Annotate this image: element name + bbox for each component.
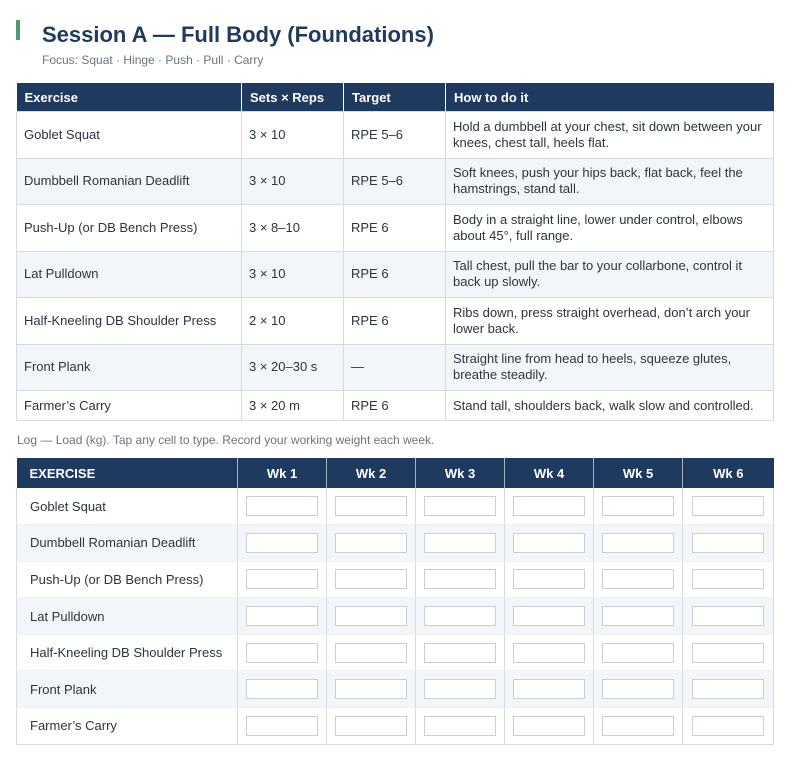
plan-row [17,298,774,345]
load-input[interactable] [424,643,496,663]
plan-row [17,112,774,159]
log-cell [238,634,327,671]
log-header-row [17,458,774,488]
log-cell [327,598,416,635]
log-cell [683,671,774,708]
log-row [17,598,774,635]
load-input[interactable] [246,569,318,589]
session-plan-table [16,83,774,421]
log-col-week: Wk 3 [416,458,505,488]
plan-cell-exercise: Front Plank [17,344,242,391]
load-input[interactable] [246,643,318,663]
log-col-week: Wk 1 [238,458,327,488]
plan-cell-how-to: Body in a straight line, lower under control, elbows about 45°, full range. [446,205,774,252]
log-cell [416,598,505,635]
load-input[interactable] [246,716,318,736]
load-input[interactable] [424,496,496,516]
plan-row [17,158,774,205]
load-input[interactable] [424,569,496,589]
load-input[interactable] [424,533,496,553]
log-cell [416,634,505,671]
plan-row [17,344,774,391]
plan-cell-sets-reps: 3 × 10 [242,112,344,159]
log-cell [594,525,683,562]
plan-cell-exercise: Lat Pulldown [17,251,242,298]
log-caption: Log — Load (kg). Tap any cell to type. Record your working weight each week. [17,433,435,447]
log-cell [416,525,505,562]
plan-cell-target: RPE 5–6 [344,158,446,205]
plan-cell-sets-reps: 3 × 10 [242,251,344,298]
plan-cell-exercise: Half-Kneeling DB Shoulder Press [17,298,242,345]
plan-cell-sets-reps: 2 × 10 [242,298,344,345]
col-exercise: Exercise [17,83,242,112]
log-cell [683,525,774,562]
plan-cell-target: RPE 6 [344,205,446,252]
log-cell [594,671,683,708]
plan-cell-exercise: Farmer’s Carry [17,391,242,421]
load-input[interactable] [335,716,407,736]
load-input[interactable] [602,643,674,663]
plan-cell-exercise: Dumbbell Romanian Deadlift [17,158,242,205]
page-subtitle: Focus: Squat · Hinge · Push · Pull · Carry [42,53,264,67]
plan-cell-how-to: Hold a dumbbell at your chest, sit down between your knees, chest tall, heels flat. [446,112,774,159]
plan-cell-target: RPE 6 [344,391,446,421]
load-input[interactable] [602,496,674,516]
log-col-week: Wk 5 [594,458,683,488]
log-col-week: Wk 6 [683,458,774,488]
title-accent-bar [16,20,20,40]
log-cell [505,708,594,745]
plan-cell-target: RPE 6 [344,251,446,298]
log-cell [238,671,327,708]
log-cell [416,708,505,745]
log-row [17,671,774,708]
log-exercise-name: Half-Kneeling DB Shoulder Press [17,634,238,671]
col-target: Target [344,83,446,112]
log-cell [594,488,683,525]
plan-cell-target: RPE 5–6 [344,112,446,159]
log-col-week: Wk 4 [505,458,594,488]
log-cell [505,488,594,525]
log-cell [238,488,327,525]
plan-cell-exercise: Push-Up (or DB Bench Press) [17,205,242,252]
load-input[interactable] [513,496,585,516]
plan-header-row [17,83,774,112]
load-input[interactable] [692,679,764,699]
log-exercise-name: Farmer’s Carry [17,708,238,745]
log-cell [238,561,327,598]
load-input[interactable] [246,606,318,626]
plan-cell-target: RPE 6 [344,298,446,345]
load-input[interactable] [692,606,764,626]
col-how-to: How to do it [446,83,774,112]
log-cell [683,634,774,671]
log-row [17,561,774,598]
plan-cell-exercise: Goblet Squat [17,112,242,159]
load-input[interactable] [602,679,674,699]
log-row [17,488,774,525]
load-input[interactable] [692,533,764,553]
load-input[interactable] [246,496,318,516]
plan-cell-how-to: Soft knees, push your hips back, flat back, feel the hamstrings, stand tall. [446,158,774,205]
load-input[interactable] [692,643,764,663]
load-input[interactable] [513,716,585,736]
log-cell [683,561,774,598]
plan-cell-sets-reps: 3 × 20–30 s [242,344,344,391]
log-cell [505,634,594,671]
load-input[interactable] [335,606,407,626]
plan-cell-how-to: Ribs down, press straight overhead, don’t arch your lower back. [446,298,774,345]
load-input[interactable] [602,716,674,736]
log-cell [594,561,683,598]
log-row [17,708,774,745]
load-input[interactable] [335,496,407,516]
log-row [17,525,774,562]
page-title: Session A — Full Body (Foundations) [42,22,434,47]
log-col-week: Wk 2 [327,458,416,488]
log-cell [327,488,416,525]
load-input[interactable] [246,533,318,553]
load-log-table [16,458,774,745]
load-input[interactable] [602,533,674,553]
log-cell [594,708,683,745]
plan-cell-how-to: Straight line from head to heels, squeeze glutes, breathe steadily. [446,344,774,391]
log-cell [238,525,327,562]
plan-cell-target: — [344,344,446,391]
plan-cell-how-to: Tall chest, pull the bar to your collarbone, control it back up slowly. [446,251,774,298]
log-row [17,634,774,671]
plan-row [17,205,774,252]
load-input[interactable] [692,569,764,589]
load-input[interactable] [424,716,496,736]
log-cell [683,488,774,525]
load-input[interactable] [335,569,407,589]
load-input[interactable] [246,679,318,699]
load-input[interactable] [424,679,496,699]
load-input[interactable] [335,643,407,663]
log-cell [327,708,416,745]
plan-cell-sets-reps: 3 × 10 [242,158,344,205]
log-cell [594,634,683,671]
load-input[interactable] [513,679,585,699]
load-input[interactable] [692,716,764,736]
load-input[interactable] [602,606,674,626]
log-exercise-name: Push-Up (or DB Bench Press) [17,561,238,598]
log-col-exercise: EXERCISE [17,458,238,488]
plan-row [17,251,774,298]
log-cell [683,708,774,745]
load-input[interactable] [513,569,585,589]
log-cell [594,598,683,635]
log-cell [327,671,416,708]
load-input[interactable] [602,569,674,589]
log-cell [505,561,594,598]
load-input[interactable] [513,533,585,553]
plan-cell-sets-reps: 3 × 8–10 [242,205,344,252]
load-input[interactable] [335,679,407,699]
log-cell [327,634,416,671]
load-input[interactable] [424,606,496,626]
log-cell [238,598,327,635]
col-sets-reps: Sets × Reps [242,83,344,112]
load-input[interactable] [335,533,407,553]
load-input[interactable] [692,496,764,516]
plan-cell-how-to: Stand tall, shoulders back, walk slow and controlled. [446,391,774,421]
log-cell [683,598,774,635]
plan-cell-sets-reps: 3 × 20 m [242,391,344,421]
log-cell [416,561,505,598]
log-exercise-name: Lat Pulldown [17,598,238,635]
log-cell [416,671,505,708]
log-cell [416,488,505,525]
plan-row [17,391,774,421]
log-exercise-name: Dumbbell Romanian Deadlift [17,525,238,562]
log-exercise-name: Goblet Squat [17,488,238,525]
log-exercise-name: Front Plank [17,671,238,708]
load-input[interactable] [513,643,585,663]
log-cell [505,525,594,562]
log-cell [505,671,594,708]
log-cell [505,598,594,635]
log-cell [238,708,327,745]
load-input[interactable] [513,606,585,626]
log-cell [327,525,416,562]
log-cell [327,561,416,598]
